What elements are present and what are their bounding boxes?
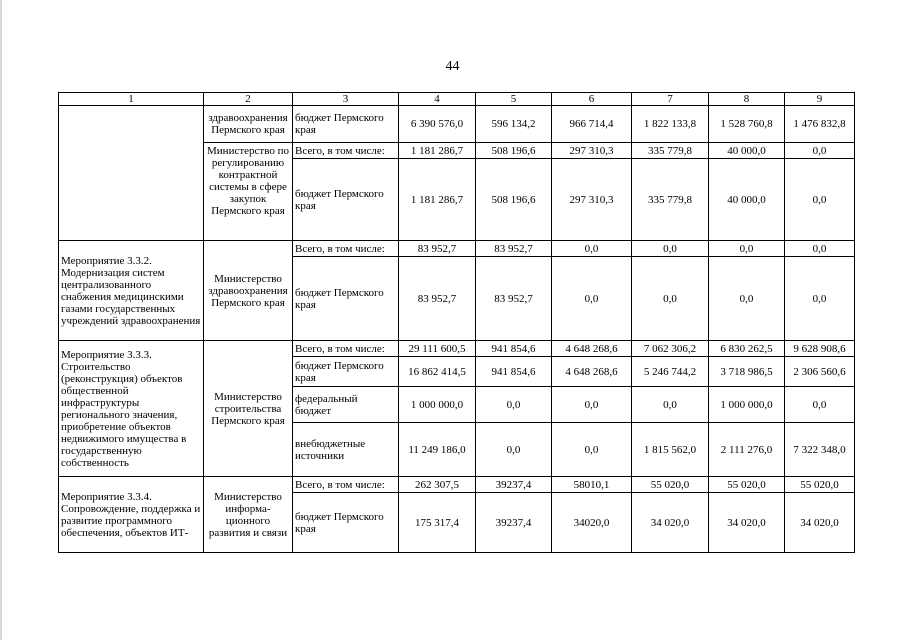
value-cell: 0,0 — [709, 241, 785, 257]
value-cell: 34 020,0 — [785, 493, 855, 553]
value-cell: 58010,1 — [552, 477, 632, 493]
value-cell: 335 779,8 — [632, 143, 709, 159]
value-cell: 596 134,2 — [476, 106, 552, 143]
table-row — [59, 477, 855, 493]
value-cell: 83 952,7 — [399, 241, 476, 257]
value-cell: 39237,4 — [476, 493, 552, 553]
value-cell: 0,0 — [552, 257, 632, 341]
value-cell: 262 307,5 — [399, 477, 476, 493]
total-label-cell: Всего, в том числе: — [293, 143, 399, 159]
value-cell: 1 528 760,8 — [709, 106, 785, 143]
value-cell: 1 181 286,7 — [399, 143, 476, 159]
total-label-cell: Всего, в том числе: — [293, 241, 399, 257]
table-row — [59, 341, 855, 357]
value-cell: 0,0 — [785, 257, 855, 341]
value-cell: 6 830 262,5 — [709, 341, 785, 357]
value-cell: 0,0 — [709, 257, 785, 341]
budget-table — [58, 92, 855, 553]
value-cell: 4 648 268,6 — [552, 341, 632, 357]
value-cell: 966 714,4 — [552, 106, 632, 143]
value-cell: 1 000 000,0 — [399, 387, 476, 423]
value-cell: 297 310,3 — [552, 143, 632, 159]
source-cell: бюджет Пермского края — [293, 106, 399, 143]
value-cell: 508 196,6 — [476, 159, 552, 241]
col-header: 2 — [204, 93, 293, 106]
value-cell: 4 648 268,6 — [552, 357, 632, 387]
source-cell: федеральный бюджет — [293, 387, 399, 423]
value-cell: 39237,4 — [476, 477, 552, 493]
table-row — [59, 241, 855, 257]
value-cell: 7 062 306,2 — [632, 341, 709, 357]
value-cell: 0,0 — [785, 241, 855, 257]
value-cell: 0,0 — [476, 423, 552, 477]
value-cell: 175 317,4 — [399, 493, 476, 553]
activity-cell-empty — [59, 106, 204, 241]
value-cell: 6 390 576,0 — [399, 106, 476, 143]
org-cell: Министерство по регулированию контрактной системы в сфере закупок Пермского края — [204, 143, 293, 241]
col-header: 9 — [785, 93, 855, 106]
header-row — [59, 93, 855, 106]
col-header: 8 — [709, 93, 785, 106]
value-cell: 9 628 908,6 — [785, 341, 855, 357]
value-cell: 1 000 000,0 — [709, 387, 785, 423]
value-cell: 7 322 348,0 — [785, 423, 855, 477]
value-cell: 0,0 — [552, 241, 632, 257]
value-cell: 0,0 — [552, 423, 632, 477]
value-cell: 83 952,7 — [476, 257, 552, 341]
col-header: 1 — [59, 93, 204, 106]
source-cell: бюджет Пермского края — [293, 257, 399, 341]
value-cell: 2 111 276,0 — [709, 423, 785, 477]
value-cell: 0,0 — [785, 143, 855, 159]
col-header: 3 — [293, 93, 399, 106]
value-cell: 941 854,6 — [476, 341, 552, 357]
value-cell: 1 181 286,7 — [399, 159, 476, 241]
value-cell: 941 854,6 — [476, 357, 552, 387]
value-cell: 297 310,3 — [552, 159, 632, 241]
value-cell: 0,0 — [632, 257, 709, 341]
value-cell: 34 020,0 — [709, 493, 785, 553]
value-cell: 1 476 832,8 — [785, 106, 855, 143]
value-cell: 5 246 744,2 — [632, 357, 709, 387]
source-cell: бюджет Пермского края — [293, 493, 399, 553]
col-header: 6 — [552, 93, 632, 106]
activity-title: Мероприятие 3.3.3. Строительство (реконструкция) объектов общественной инфраструктуры регионального значения, приобретение объектов недвижимого имущества в государственную собственность — [59, 341, 204, 477]
value-cell: 83 952,7 — [399, 257, 476, 341]
value-cell: 508 196,6 — [476, 143, 552, 159]
col-header: 7 — [632, 93, 709, 106]
value-cell: 16 862 414,5 — [399, 357, 476, 387]
value-cell: 3 718 986,5 — [709, 357, 785, 387]
value-cell: 0,0 — [632, 387, 709, 423]
col-header: 5 — [476, 93, 552, 106]
org-cell: Министерство здравоохранения Пермского края — [204, 241, 293, 341]
value-cell: 1 815 562,0 — [632, 423, 709, 477]
value-cell: 55 020,0 — [632, 477, 709, 493]
scan-edge — [0, 0, 2, 640]
value-cell: 2 306 560,6 — [785, 357, 855, 387]
value-cell: 0,0 — [785, 387, 855, 423]
org-cell: Министерство информа-ционного развития и связи — [204, 477, 293, 553]
source-cell: бюджет Пермского края — [293, 357, 399, 387]
table-row — [59, 106, 855, 143]
org-cell: Министерство строительства Пермского края — [204, 341, 293, 477]
org-cell: здравоохранения Пермского края — [204, 106, 293, 143]
value-cell: 0,0 — [552, 387, 632, 423]
value-cell: 1 822 133,8 — [632, 106, 709, 143]
value-cell: 0,0 — [476, 387, 552, 423]
value-cell: 11 249 186,0 — [399, 423, 476, 477]
activity-title: Мероприятие 3.3.4. Сопровождение, поддержка и развитие программного обеспечения, объектов ИТ- — [59, 477, 204, 553]
value-cell: 83 952,7 — [476, 241, 552, 257]
value-cell: 0,0 — [785, 159, 855, 241]
value-cell: 55 020,0 — [785, 477, 855, 493]
col-header: 4 — [399, 93, 476, 106]
value-cell: 0,0 — [632, 241, 709, 257]
value-cell: 55 020,0 — [709, 477, 785, 493]
value-cell: 29 111 600,5 — [399, 341, 476, 357]
value-cell: 40 000,0 — [709, 143, 785, 159]
value-cell: 335 779,8 — [632, 159, 709, 241]
total-label-cell: Всего, в том числе: — [293, 341, 399, 357]
total-label-cell: Всего, в том числе: — [293, 477, 399, 493]
value-cell: 40 000,0 — [709, 159, 785, 241]
source-cell: внебюджетные источники — [293, 423, 399, 477]
page-number: 44 — [445, 59, 460, 74]
source-cell: бюджет Пермского края — [293, 159, 399, 241]
value-cell: 34 020,0 — [632, 493, 709, 553]
value-cell: 34020,0 — [552, 493, 632, 553]
activity-title: Мероприятие 3.3.2. Модернизация систем централизованного снабжения медицинскими газами государственных учреждений здравоохранения — [59, 241, 204, 341]
